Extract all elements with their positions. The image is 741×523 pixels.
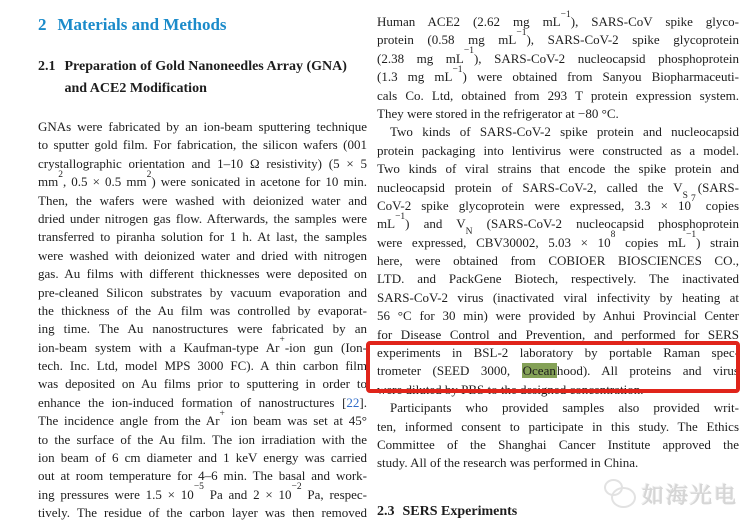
text-line: SARS-CoV-2 virus (inactivated viral infectivity by heating at [377,289,739,305]
text-line: nucleocapsid protein of SARS-CoV-2, called the $V_S$ (SARS- [377,179,739,201]
subsection-heading-2-3 [377,502,517,521]
text-line: for Disease Control and Prevention, and performed for SERS [377,326,739,342]
text-line: (2.38 mg $mL^{-1}$), SARS-CoV-2 nucleocapsid phosphoprotein [377,46,739,66]
subsection-title: SERS Experiments [402,504,518,519]
text-line: ing time. The Au nanostructures were fabricated by an [38,321,367,337]
text-line: ion-beam system with a Kaufman-type Ar+-ion gun (Ion- [38,335,367,355]
text-line: pre-cleaned Silicon substrates by vacuum evaporation and [38,284,367,300]
text-line: transferred to piranha solution for 1 h. At last, the samples [38,229,367,245]
text-line: crystallographic orientation and 1–10 Ω resistivity) (5 × 5 [38,155,367,171]
text-line: to sputter gold film. For fabrication, the silicon wafers (001 [38,137,367,153]
text-line: tech. Inc. Ltd, model MPS 3000 FC). A thin carbon film [38,358,367,374]
text-line: cals Co. Ltd, obtained from 293 T protein expression system. [377,87,739,103]
text-line: gas. Au films with different thicknesses were deposited on [38,266,367,282]
text-line: ion beam of 6 cm diameter and 1 keV energy was carried [38,450,367,466]
citation-link[interactable]: 22 [346,394,360,410]
text-line: LTD. and PackGene Biotech, respectively. The inactivated [377,271,739,287]
watermark-text: 如海光电 [641,483,738,509]
text-line: were diluted by PBS to the designed concentration. [377,381,644,397]
text-line: (1.3 mg $mL^{-1}$) were obtained from Sanyou Biopharmaceuti- [377,64,739,85]
subsection-number: 2.3 [377,504,395,519]
text-line: 56 °C for 30 min) were provided by Anhui Provincial Center [377,308,739,324]
text-line: $mL^{-1}$) and $V_N$ (SARS-CoV-2 nucleocapsid phosphoprotein [377,211,739,238]
text-line: experiments in BSL-2 laboratory by portable Raman spec- [377,345,739,361]
text-line: study. All of the research was performed in China. [377,455,639,471]
section-heading-2 [38,14,227,36]
text-line: $mm^2$, 0.5 × 0.5 $mm^2$) were sonicated in acetone for 10 min. [38,169,367,190]
text-line: were washed with deionized water and dried with nitrogen [38,247,367,263]
text-line: to the surface of the Au film. The ion irradiation with the [38,431,367,447]
text-line: Then, the wafers were washed with deionized water and [38,192,367,208]
text-line: Human ACE2 (2.62 mg $mL^{-1}$), SARS-CoV spike glyco- [377,9,740,29]
text-line: CoV-2 spike glycoprotein were expressed, $3.3 \times 10^7$ copies [377,193,740,213]
watermark-logo-icon [601,477,637,511]
text-line: were expressed, CBV30002, $5.03 \times 10^8$ copies $mL^{-1}$) strain [377,230,740,250]
text-line: ten, informed consent to participate in this study. The Ethics [377,418,739,434]
text-line: GNAs were fabricated by an ion-beam sputtering technique [38,119,367,134]
watermark [601,477,738,511]
text-line: Two kinds of SARS-CoV-2 spike protein and nucleocapsid [390,124,739,140]
highlighted-text: Ocean [522,363,556,379]
text-line: protein packaging into lentivirus were constructed as a model. [377,142,739,158]
text-line: here, were obtained from COBIOER BIOSCIENCES CO., [377,253,739,269]
text-line: dried under nitrogen gas flow. Afterwards, the samples were [38,210,367,226]
text-line: Two kinds of viral strains that encode the spike protein and [377,161,739,177]
red-annotation-box [366,341,740,393]
text-line: Participants who provided samples also provided writ- [390,400,739,416]
text-line: Committee of the Shanghai Cancer Institute approved the [377,436,739,452]
text-line: trometer (SEED 3000, Oceanhood). All proteins and virus [377,363,739,379]
section-title: Materials and Methods [57,15,227,34]
subsection-heading-2-1 [38,56,347,99]
text-line: was deposited on Au films prior to sputtering in order to [38,376,367,392]
subsection-number: 2.1 [38,59,56,74]
text-line: enhance the ion-induced formation of nanostructures [22]. [38,394,367,410]
text-line: The incidence angle from the Ar+ ion beam was set at 45° [38,408,367,429]
text-line: They were stored in the refrigerator at −80 °C. [377,105,619,121]
right-text-column [377,9,740,473]
text-line: out at room temperature for 4–6 min. The basal and work- [38,468,367,484]
section-number: 2 [38,15,47,34]
text-line: tively. The residue of the carbon layer was then removed [38,505,367,521]
left-text-column [38,118,367,523]
subsection-title: Preparation of Gold Nanoneedles Array (GNA) and ACE2 Modification [64,59,347,96]
text-line: ing pressures were $1.5 \times 10^{-5}$ Pa and $2 \times 10^{-2}$ Pa, respec- [38,482,367,502]
text-line: the thickness of the Au film was controlled by evaporat- [38,302,367,318]
text-line: protein (0.58 mg $mL^{-1}$), SARS-CoV-2 spike glycoprotein [377,28,739,48]
